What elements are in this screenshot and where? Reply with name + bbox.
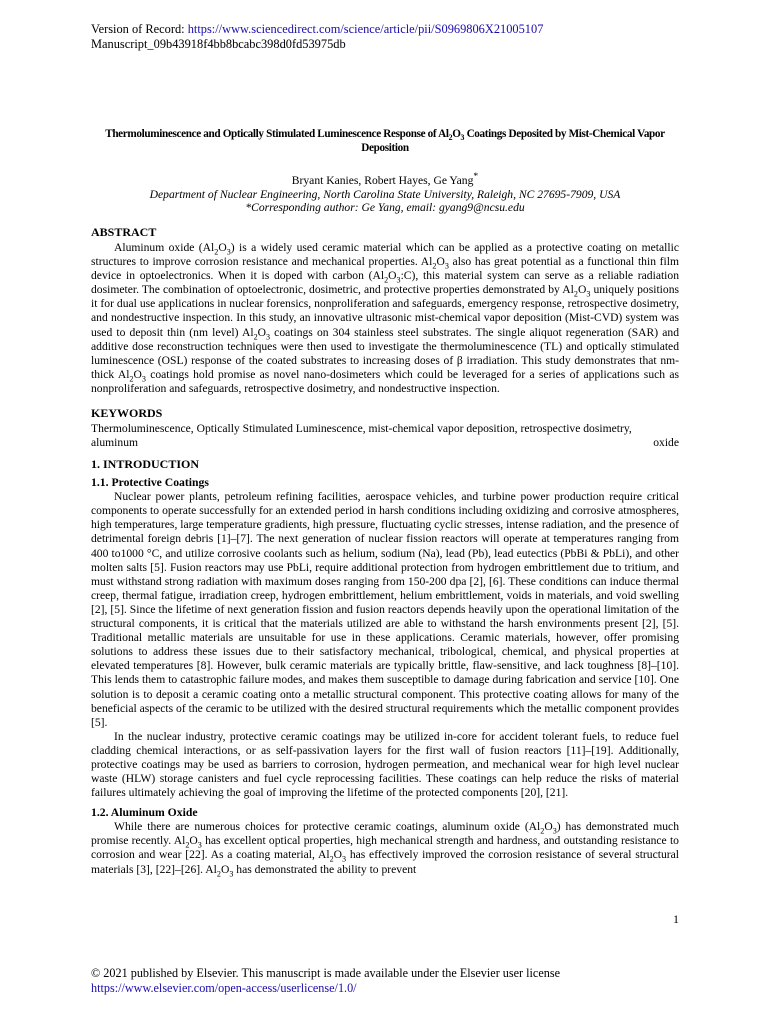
aluminum-oxide-heading: 1.2. Aluminum Oxide	[91, 806, 198, 820]
article-title: Thermoluminescence and Optically Stimulated Luminescence Response of $Al_2O_3$ Coatings Deposited by Mist-Chemical Vapor Deposition	[105, 128, 665, 154]
keywords-text: Thermoluminescence, Optically Stimulated Luminescence, mist-chemical vapor deposition, retrospective dosimetry, aluminum oxide	[91, 422, 679, 450]
version-of-record-link[interactable]: https://www.sciencedirect.com/science/article/pii/S0969806X21005107	[187, 22, 544, 36]
affiliation: Department of Nuclear Engineering, North Carolina State University, Raleigh, NC 27695-7909, USA	[149, 187, 621, 201]
corresponding-author: *Corresponding author: Ge Yang, email: gyang9@ncsu.edu	[245, 201, 525, 215]
introduction-heading: 1. INTRODUCTION	[91, 457, 200, 472]
license-notice: © 2021 published by Elsevier. This manuscript is made available under the Elsevier user license	[91, 966, 560, 980]
protective-coatings-heading: 1.1. Protective Coatings	[91, 476, 209, 490]
page-header	[91, 22, 543, 52]
abstract-text: Aluminum oxide $(Al_2O_3)$ is a widely used ceramic material which can be applied as a protective coating on metallic structures to improve corrosion resistance and mechanical properties. $Al_2O_3$ also has great potential as a functional thin film device in optoelectronics. When it is doped with carbon $(Al_2O_3:C)$, this material system can serve as a reliable radiation dosimeter. The combination of optoelectronic, dosimetric, and protective properties demonstrated by $Al_2O_3$ uniquely positions it for dual use applications in nuclear forensics, nonproliferation and safeguards, emergency response, retrospective dosimetry, and nondestructive inspection. In this study, an innovative ultrasonic mist-chemical vapor deposition (Mist-CVD) system was used to deposit thin (nm level) $Al_2O_3$ coatings on 304 stainless steel substrates. The single aliquot regeneration (SAR) and additive dose reconstruction techniques were then used to investigate the thermoluminescence (TL) and optically stimulated luminescence (OSL) response of the coated substrates to increasing doses of β irradiation. This study demonstrates that nm-thick $Al_2O_3$ coatings hold promise as novel nano-dosimeters which could be leveraged for a series of applications such as nonproliferation and safeguards, retrospective dosimetry, and nondestructive inspection.	[91, 240, 679, 395]
intro-paragraph-1: Nuclear power plants, petroleum refining facilities, aerospace vehicles, and turbine power production require critical components to operate successfully for an extended period in harsh conditions including oxidizing and corrosive atmospheres, high temperatures, large temperature gradients, high pressure, fluctuating cyclic stresses, intense radiation, and the presence of detrimental foreign debris [1]–[7]. The next generation of nuclear fission reactors will operate at temperatures ranging from 400 to1000 °C, and utilize corrosive coolants such as helium, sodium (Na), lead (Pb), lead eutectics (PbBi & PbLi), and other molten salts [5]. Fusion reactors may use PbLi, require additional protection from hydrogen embrittlement due to tritium, and must withstand strong radiation with maximum doses ranging from 150-200 dpa [2], [6]. These conditions can induce thermal creep, thermal fatigue, irradiation creep, hydrogen embrittlement, helium embrittlement, voids in materials, and void swelling [2], [5]. Since the lifetime of next generation fission and fusion reactors depends heavily upon the operational limitation of the structural components, it is critical that the materials utilized are able to withstand the harsh environments present [2], [5]. Traditional metallic materials are unsuitable for use in these applications. Ceramic materials, however, offer promising solutions to address these issues due to their satisfactory mechanical, tribological, chemical, and physical properties at elevated temperatures [8]. However, bulk ceramic materials are typically brittle, flaw-sensitive, and lack toughness [8]–[10]. This lends them to catastrophic failure modes, and makes them susceptible to damage during fabrication and service [10]. One solution is to deposit a ceramic coating onto a metallic structural component. This protective coating allows for many of the beneficial aspects of the ceramic to be utilized with the desired structural requirements which the metallic component provides [5].	[91, 490, 679, 729]
author-list: Bryant Kanies, Robert Hayes, Ge Yang*	[291, 171, 479, 187]
license-link[interactable]: https://www.elsevier.com/open-access/userlicense/1.0/	[91, 981, 357, 996]
intro-paragraph-2: In the nuclear industry, protective ceramic coatings may be utilized in-core for accident tolerant fuels, to reduce fuel cladding chemical interactions, or as self-passivation layers for the first wall of fusion reactors [11]–[19]. Additionally, protective coatings may be used as barriers to corrosion, hydrogen permeation, and mechanical wear for high level nuclear waste (HLW) storage canisters and fuel cycle reprocessing facilities. These coatings can help reduce the risks of material failures ultimately achieving the goal of improving the lifetime of the protected components [20], [21].	[91, 729, 679, 800]
version-of-record-label: Version of Record:	[91, 22, 188, 36]
article-body	[91, 128, 679, 877]
page-number: 1	[673, 912, 679, 926]
version-of-record-line	[91, 22, 543, 37]
keywords-heading: KEYWORDS	[91, 406, 163, 420]
abstract-heading: ABSTRACT	[91, 224, 157, 239]
manuscript-id: Manuscript_09b43918f4bb8bcabc398d0fd53975db	[91, 37, 346, 51]
aluminum-oxide-paragraph: While there are numerous choices for protective ceramic coatings, aluminum oxide $(Al_2O_3)$ has demonstrated much promise recently. $Al_2O_3$ has excellent optical properties, high mechanical strength and hardness, and outstanding resistance to corrosion and wear [22]. As a coating material, $Al_2O_3$ has effectively improved the corrosion resistance of several structural materials [3], [22]–[26]. $Al_2O_3$ has demonstrated the ability to prevent	[91, 820, 679, 878]
page-footer	[91, 966, 560, 997]
corresponding-author-mark: *	[473, 171, 479, 182]
